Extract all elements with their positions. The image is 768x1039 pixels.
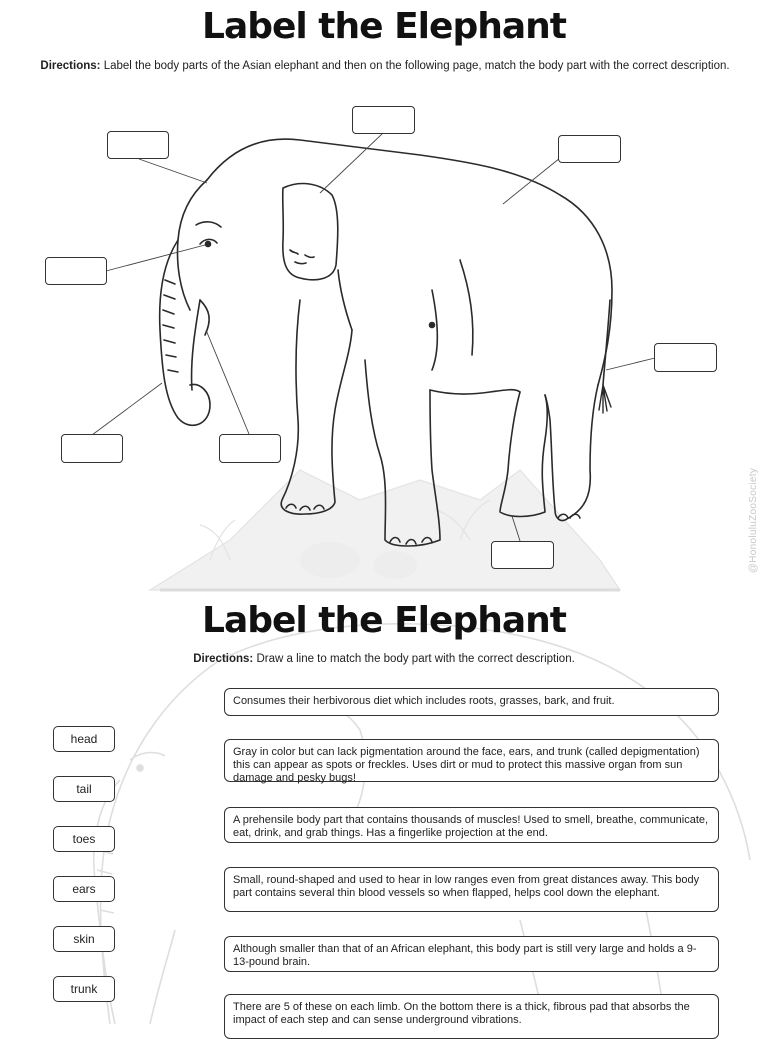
page-title-2: Label the Elephant (202, 600, 566, 641)
description-box[interactable]: Although smaller than that of an African elephant, this body part is still very large and holds a 9-13-pound brain. (224, 936, 719, 972)
word-box-tail[interactable]: tail (53, 776, 115, 802)
directions-label: Directions: (40, 60, 101, 72)
description-box[interactable]: Gray in color but can lack pigmentation around the face, ears, and trunk (called depigmentation) this can appear as spots or freckles. Uses dirt or mud to protect this massive organ from sun damage and pesky bugs! (224, 739, 719, 782)
label-box-ear[interactable] (352, 106, 415, 134)
leader-lines (92, 133, 655, 541)
directions-2 (0, 652, 768, 666)
watermark: @HonoluluZooSociety (747, 467, 759, 574)
word-box-ears[interactable]: ears (53, 876, 115, 902)
description-box[interactable]: Consumes their herbivorous diet which includes roots, grasses, bark, and fruit. (224, 688, 719, 716)
label-box-eye[interactable] (45, 257, 107, 285)
description-box[interactable]: There are 5 of these on each limb. On the bottom there is a thick, fibrous pad that absorbs the impact of each step and can sense underground vibrations. (224, 994, 719, 1039)
directions-label-2: Directions: (193, 653, 254, 665)
word-box-skin[interactable]: skin (53, 926, 115, 952)
word-box-head[interactable]: head (53, 726, 115, 752)
directions-text-2: Draw a line to match the body part with the correct description. (256, 653, 575, 665)
label-box-tusk[interactable] (219, 434, 281, 463)
directions (30, 59, 740, 73)
label-box-tail[interactable] (654, 343, 717, 372)
page-title: Label the Elephant (202, 6, 566, 47)
elephant-drawing (160, 139, 612, 546)
label-box-head[interactable] (107, 131, 169, 159)
word-box-trunk[interactable]: trunk (53, 976, 115, 1002)
description-box[interactable]: A prehensile body part that contains thousands of muscles! Used to smell, breathe, communicate, eat, drink, and grab things. Has a fingerlike projection at the end. (224, 807, 719, 843)
label-box-toes[interactable] (491, 541, 554, 569)
description-box[interactable]: Small, round-shaped and used to hear in low ranges even from great distances away. This body part contains several thin blood vessels so when flapped, helps cool down the elephant. (224, 867, 719, 912)
word-box-toes[interactable]: toes (53, 826, 115, 852)
label-box-skin[interactable] (558, 135, 621, 163)
elephant-diagram (0, 100, 768, 600)
directions-text: Label the body parts of the Asian elephant and then on the following page, match the body part with the correct description. (103, 60, 730, 72)
label-box-trunk[interactable] (61, 434, 123, 463)
